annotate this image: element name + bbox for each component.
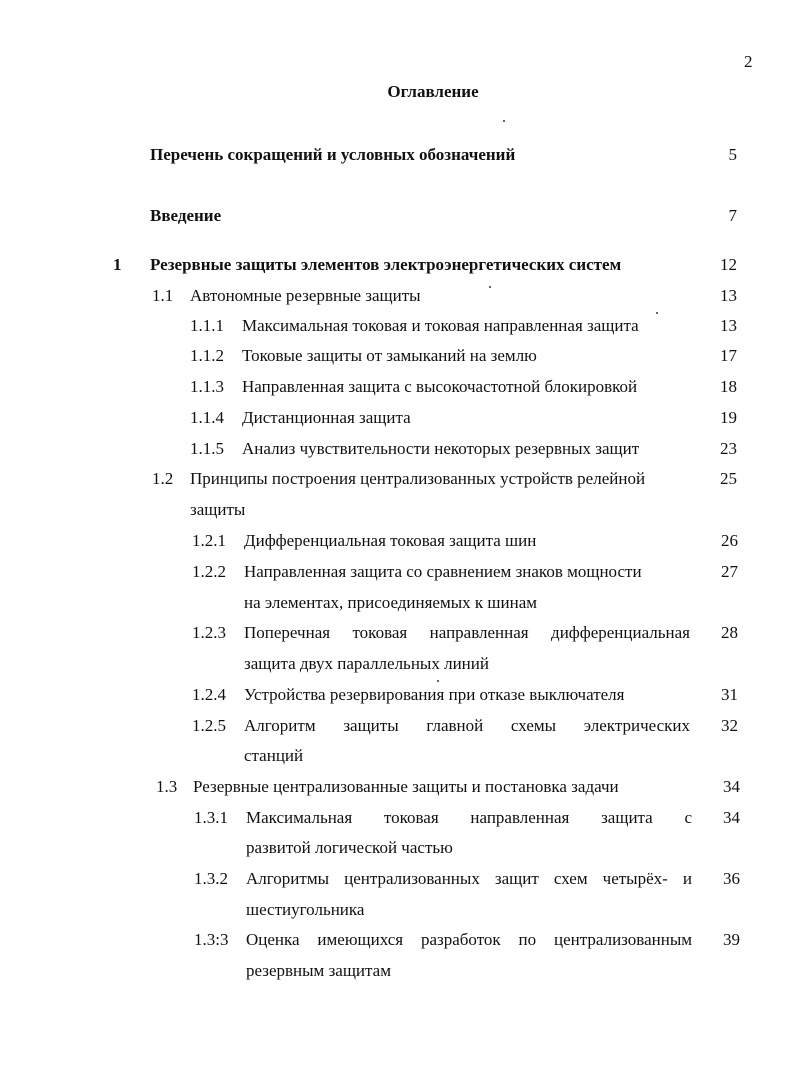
toc-entry-text-continued: развитой логической частью (246, 838, 453, 857)
toc-entry-page: 32 (721, 716, 738, 735)
toc-entry-text-continued: станций (244, 746, 304, 765)
page-number: 2 (744, 52, 753, 71)
scan-speck (437, 680, 439, 682)
scan-speck (489, 286, 491, 288)
toc-entry-number: 1.1.1 (190, 316, 224, 335)
toc-entry-page: 27 (721, 562, 738, 581)
toc-entry-text: Дифференциальная токовая защита шин (244, 531, 537, 550)
toc-entry-page: 23 (720, 439, 737, 458)
toc-entry-number: 1.3:3 (194, 930, 229, 949)
toc-entry-page: 25 (720, 469, 737, 488)
toc-entry-text-continued: защиты (190, 500, 246, 519)
toc-entry-number: 1.2.1 (192, 531, 226, 550)
toc-entry-page: 19 (720, 408, 737, 427)
toc-entry-page: 17 (720, 346, 737, 365)
toc-entry-text: Анализ чувствительности некоторых резервных защит (242, 439, 640, 458)
toc-entry-text: Автономные резервные защиты (190, 286, 421, 305)
toc-entry-page: 34 (723, 777, 740, 796)
toc-entry-text: Принципы построения централизованных устройств релейной (190, 469, 646, 488)
toc-entry-number: 1.1 (152, 286, 174, 305)
toc-entry-text: Направленная защита со сравнением знаков мощности (244, 562, 642, 581)
toc-entry-page: 36 (723, 869, 740, 888)
toc-entry-page: 18 (720, 377, 737, 396)
toc-entry-number: 1.2.5 (192, 716, 226, 735)
toc-entry-page: 28 (721, 623, 738, 642)
toc-entry-page: 5 (728, 145, 737, 164)
toc-entry-number: 1.2.2 (192, 562, 226, 581)
toc-entry-number: 1.1.5 (190, 439, 224, 458)
toc-entry-text: Резервные защиты элементов электроэнергетических систем (150, 255, 622, 274)
toc-entry-text: Алгоритмы централизованных защит схем четырёх- и (246, 869, 692, 888)
toc-entry-text-continued: на элементах, присоединяемых к шинам (244, 593, 538, 612)
toc-entry-text-continued: шестиугольника (246, 900, 365, 919)
toc-entry-text: Оценка имеющихся разработок по централизованным (246, 930, 692, 949)
toc-entry-text: Поперечная токовая направленная дифференциальная (244, 623, 690, 642)
toc-entry-text: Токовые защиты от замыканий на землю (242, 346, 537, 365)
toc-entry-page: 39 (723, 930, 740, 949)
toc-entry-number: 1.2 (152, 469, 174, 488)
toc-entry-number: 1 (113, 255, 122, 274)
toc-entry-page: 34 (723, 808, 740, 827)
toc-entry-page: 7 (728, 206, 737, 225)
toc-entry-text: Дистанционная защита (242, 408, 411, 427)
toc-entry-page: 31 (721, 685, 738, 704)
toc-entry-number: 1.1.2 (190, 346, 224, 365)
scan-speck (503, 120, 505, 122)
toc-entry-page: 12 (720, 255, 737, 274)
toc-entry-text-continued: защита двух параллельных линий (244, 654, 489, 673)
scan-speck (656, 312, 658, 314)
toc-entry-text: Устройства резервирования при отказе выключателя (244, 685, 625, 704)
toc-entry-text: Перечень сокращений и условных обозначений (150, 145, 516, 164)
toc-entry-number: 1.3.2 (194, 869, 228, 888)
toc-entry-page: 13 (720, 286, 737, 305)
toc-entry-text: Максимальная токовая направленная защита с (246, 808, 692, 827)
toc-entry-text: Алгоритм защиты главной схемы электрических (244, 716, 690, 735)
toc-entry-number: 1.1.3 (190, 377, 224, 396)
toc-title: Оглавление (387, 82, 479, 101)
toc-entry-text: Максимальная токовая и токовая направленная защита (242, 316, 639, 335)
toc-entry-number: 1.1.4 (190, 408, 224, 427)
toc-entry-page: 26 (721, 531, 738, 550)
toc-entry-text: Направленная защита с высокочастотной блокировкой (242, 377, 638, 396)
toc-entry-text: Резервные централизованные защиты и постановка задачи (193, 777, 619, 796)
toc-entry-page: 13 (720, 316, 737, 335)
toc-entry-number: 1.3 (156, 777, 178, 796)
toc-entry-text-continued: резервным защитам (246, 961, 391, 980)
toc-entry-number: 1.3.1 (194, 808, 228, 827)
toc-entry-number: 1.2.3 (192, 623, 226, 642)
toc-entry-number: 1.2.4 (192, 685, 226, 704)
toc-entry-text: Введение (150, 206, 222, 225)
